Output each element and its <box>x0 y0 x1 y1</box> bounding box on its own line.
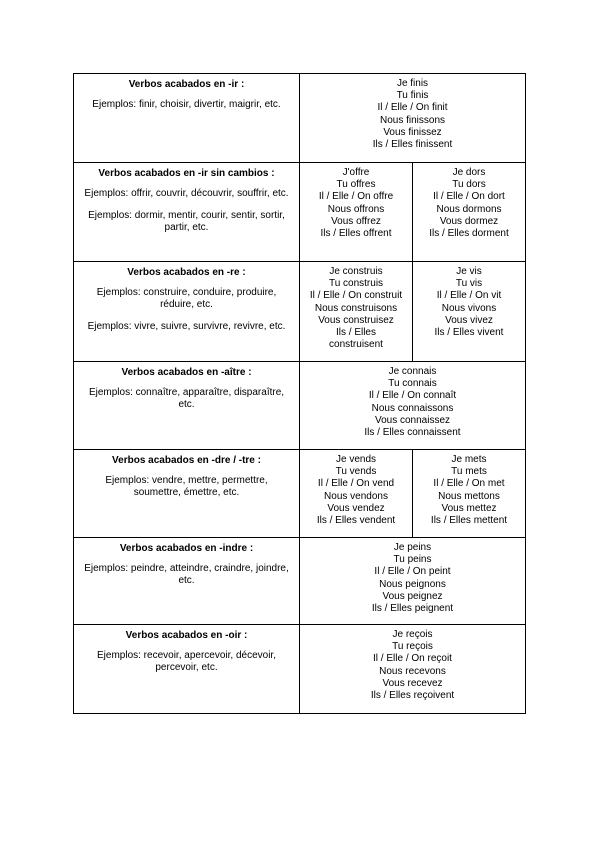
conjugation-line: Vous connaissez <box>374 414 451 426</box>
conjugation-line: Ils / Elles dorment <box>429 228 509 240</box>
conjugation-line: Il / Elle / On peint <box>374 566 451 578</box>
conjugation-line: Vous vendez <box>327 502 385 514</box>
conjugation-cell <box>300 163 413 262</box>
verb-examples: Ejemplos: offrir, couvrir, découvrir, souffrir, etc. <box>84 188 289 199</box>
conjugation-line: construisent <box>329 339 383 351</box>
verb-group-title: Verbos acabados en -aître : <box>121 367 252 378</box>
conjugation-line: Nous vivons <box>441 302 497 314</box>
conjugation-line: Tu offres <box>336 179 376 191</box>
conjugation-line: Tu vis <box>455 278 483 290</box>
conjugation-line: Vous peignez <box>382 590 443 602</box>
verb-group-description <box>74 163 300 262</box>
conjugation-line: Vous construisez <box>318 314 394 326</box>
verb-examples: Ejemplos: dormir, mentir, courir, sentir, sortir, partir, etc. <box>88 210 285 233</box>
verb-examples: Ejemplos: peindre, atteindre, craindre, joindre, etc. <box>84 563 289 586</box>
conjugation-line: Ils / Elles vendent <box>316 515 396 527</box>
conjugation-line: Il / Elle / On met <box>433 478 505 490</box>
verb-group-description <box>74 262 300 362</box>
conjugation-line: Ils / Elles <box>335 327 376 339</box>
conjugation-line: Vous offrez <box>331 215 381 227</box>
conjugation-cell <box>300 74 526 163</box>
conjugation-line: J'offre <box>342 167 370 178</box>
conjugation-line: Je connais <box>388 366 437 377</box>
verb-group-title: Verbos acabados en -re : <box>127 267 246 278</box>
verb-group-description <box>74 625 300 714</box>
conjugation-line: Je mets <box>451 454 487 465</box>
verb-group-description <box>74 362 300 450</box>
conjugation-line: Il / Elle / On vit <box>436 290 502 302</box>
verb-group-description <box>74 450 300 538</box>
conjugation-cell <box>300 538 526 625</box>
verb-examples: Ejemplos: connaître, apparaître, disparaître, etc. <box>88 387 285 410</box>
conjugation-line: Je construis <box>329 266 383 277</box>
conjugation-line: Je vis <box>456 266 482 277</box>
conjugation-line: Nous connaissons <box>371 402 454 414</box>
conjugation-line: Ils / Elles finissent <box>372 139 453 151</box>
conjugation-line: Il / Elle / On connaît <box>368 390 457 402</box>
conjugation-cell <box>413 163 526 262</box>
conjugation-line: Vous recevez <box>382 677 443 689</box>
conjugation-line: Je dors <box>452 167 486 178</box>
conjugation-line: Il / Elle / On offre <box>318 191 394 203</box>
verb-examples: Ejemplos: construire, conduire, produire, réduire, etc. <box>96 287 277 310</box>
verb-group-title: Verbos acabados en -ir sin cambios : <box>98 168 275 179</box>
conjugation-cell <box>300 262 413 362</box>
conjugation-line: Vous mettez <box>441 502 497 514</box>
verb-examples: Ejemplos: recevoir, apercevoir, décevoir, percevoir, etc. <box>97 650 276 673</box>
table-row <box>74 362 526 450</box>
verb-group-description <box>74 538 300 625</box>
table-row <box>74 262 526 362</box>
verb-group-title: Verbos acabados en -oir : <box>125 630 248 641</box>
verb-examples: Ejemplos: finir, choisir, divertir, maigrir, etc. <box>92 99 281 110</box>
conjugation-line: Ils / Elles peignent <box>371 603 454 615</box>
conjugation-line: Il / Elle / On construit <box>309 290 403 302</box>
conjugation-line: Il / Elle / On vend <box>317 478 395 490</box>
conjugation-line: Vous vivez <box>445 314 493 326</box>
conjugation-line: Vous finissez <box>383 126 442 138</box>
conjugation-line: Tu reçois <box>392 641 433 653</box>
conjugation-line: Je reçois <box>392 629 433 640</box>
table-row <box>74 625 526 714</box>
conjugation-line: Tu vends <box>335 466 377 478</box>
conjugation-line: Tu construis <box>328 278 384 290</box>
verb-group-title: Verbos acabados en -indre : <box>119 543 254 554</box>
conjugation-line: Tu dors <box>452 179 486 191</box>
conjugation-cell <box>300 625 526 714</box>
conjugation-line: Je vends <box>335 454 377 465</box>
conjugation-line: Il / Elle / On dort <box>433 191 505 203</box>
conjugation-line: Nous vendons <box>324 490 388 502</box>
conjugation-line: Nous dormons <box>436 203 502 215</box>
conjugation-line: Je finis <box>396 78 429 89</box>
conjugation-line: Ils / Elles vivent <box>434 327 504 339</box>
conjugation-line: Tu peins <box>393 554 432 566</box>
conjugation-line: Je peins <box>393 542 432 553</box>
table-row <box>74 538 526 625</box>
table-row <box>74 450 526 538</box>
table-row <box>74 163 526 262</box>
conjugation-line: Il / Elle / On reçoit <box>373 653 452 665</box>
conjugation-cell <box>300 362 526 450</box>
verb-group-title: Verbos acabados en -ir : <box>128 79 245 90</box>
conjugation-line: Nous peignons <box>379 578 446 590</box>
table-row <box>74 74 526 163</box>
conjugation-line: Tu mets <box>451 466 487 478</box>
conjugation-line: Nous finissons <box>379 114 446 126</box>
conjugation-line: Vous dormez <box>439 215 499 227</box>
verb-conjugation-table <box>73 73 526 714</box>
conjugation-line: Nous construisons <box>314 302 398 314</box>
conjugation-line: Ils / Elles offrent <box>320 228 392 240</box>
conjugation-line: Tu connais <box>388 378 437 390</box>
conjugation-line: Ils / Elles mettent <box>430 515 508 527</box>
conjugation-line: Tu finis <box>396 90 429 102</box>
conjugation-cell <box>413 262 526 362</box>
verb-group-title: Verbos acabados en -dre / -tre : <box>112 455 261 466</box>
conjugation-line: Nous recevons <box>379 665 446 677</box>
conjugation-cell <box>413 450 526 538</box>
verb-examples: Ejemplos: vivre, suivre, survivre, revivre, etc. <box>87 321 286 332</box>
verb-examples: Ejemplos: vendre, mettre, permettre, soumettre, émettre, etc. <box>105 475 268 498</box>
verb-group-description <box>74 74 300 163</box>
conjugation-line: Nous offrons <box>327 203 385 215</box>
conjugation-line: Il / Elle / On finit <box>377 102 448 114</box>
conjugation-line: Ils / Elles connaissent <box>364 427 461 439</box>
conjugation-cell <box>300 450 413 538</box>
conjugation-line: Nous mettons <box>438 490 500 502</box>
conjugation-line: Ils / Elles reçoivent <box>370 690 455 702</box>
